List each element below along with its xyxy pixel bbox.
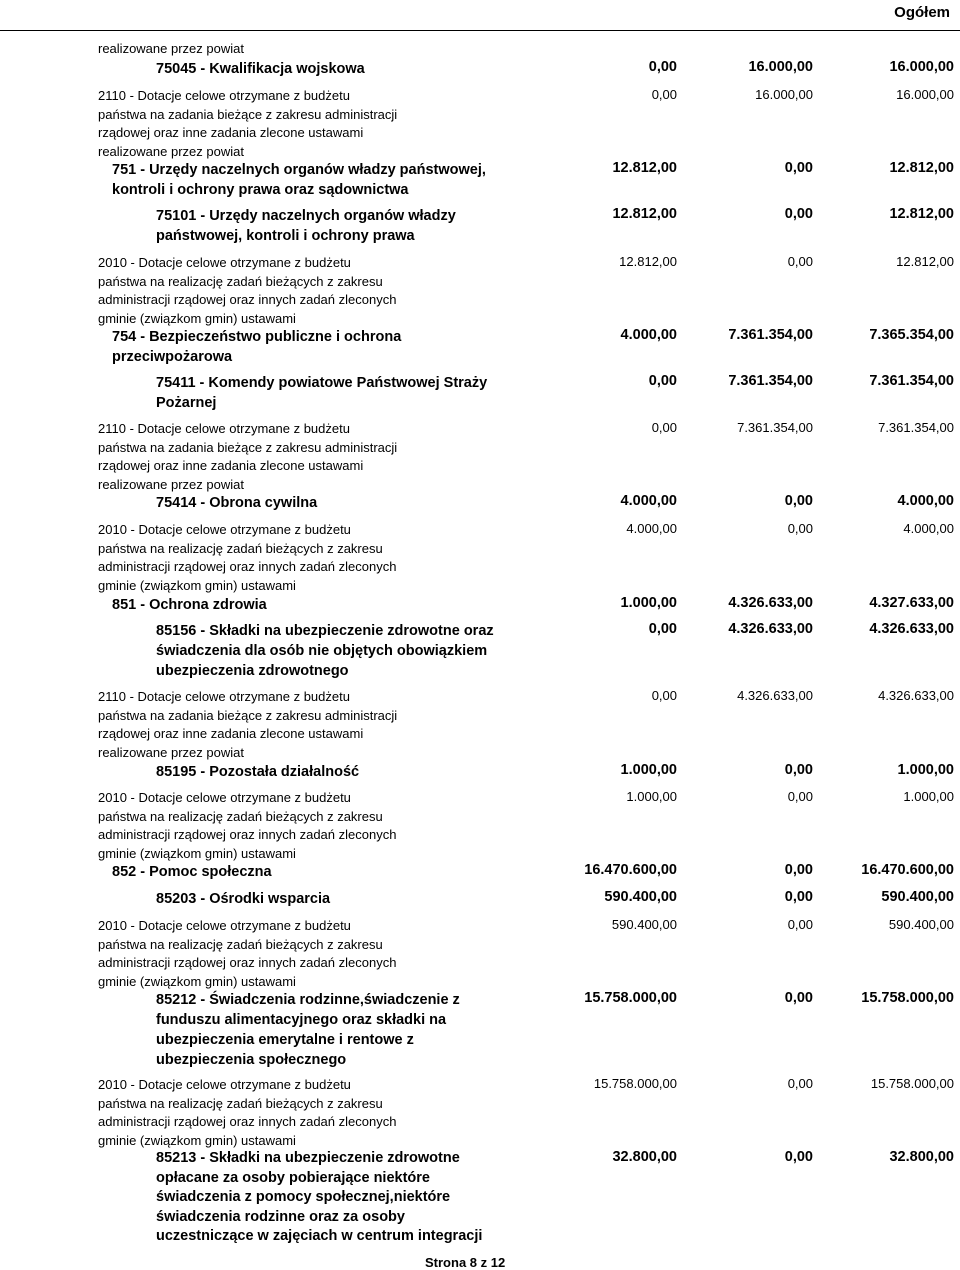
row-label: 85212 - Świadczenia rodzinne,świadczenie z funduszu alimentacyjnego oraz składki na ubezpieczenia emerytalne i rentowe z ubezpieczenia społecznego	[156, 992, 460, 1068]
value-col-2: 0,00	[784, 206, 813, 222]
column-header-total: Ogółem	[894, 4, 950, 21]
value-col-1: 0,00	[651, 87, 677, 102]
value-total: 590.400,00	[888, 917, 954, 932]
value-total: 15.758.000,00	[870, 1076, 954, 1091]
value-col-2: 16.000,00	[748, 59, 813, 75]
value-col-2: 0,00	[787, 254, 813, 269]
value-col-2: 0,00	[787, 521, 813, 536]
value-total: 12.812,00	[896, 254, 954, 269]
value-col-2: 7.361.354,00	[728, 327, 813, 343]
value-col-1: 590.400,00	[604, 889, 677, 905]
value-total: 4.326.633,00	[869, 621, 954, 637]
value-col-2: 0,00	[784, 862, 813, 878]
row-label: 754 - Bezpieczeństwo publiczne i ochrona przeciwpożarowa	[112, 329, 402, 365]
value-col-2: 0,00	[784, 493, 813, 509]
row-label: 85213 - Składki na ubezpieczenie zdrowotne opłacane za osoby pobierające niektóre świadczenia z pomocy społecznej,niektóre świadczenia rodzinne oraz za osoby uczestniczące w zajęciach w centrum integracji	[156, 1150, 483, 1245]
value-col-2: 0,00	[784, 889, 813, 905]
value-total: 12.812,00	[889, 206, 954, 222]
value-col-1: 4.000,00	[620, 493, 677, 509]
value-col-1: 1.000,00	[620, 762, 677, 778]
value-col-1: 0,00	[648, 59, 677, 75]
row-label: 2110 - Dotacje celowe otrzymane z budżetu państwa na zadania bieżące z zakresu administracji rządowej oraz inne zadania zlecone ustawami realizowane przez powiat	[98, 421, 398, 493]
value-col-1: 0,00	[648, 373, 677, 389]
value-total: 1.000,00	[903, 789, 954, 804]
value-col-2: 0,00	[784, 762, 813, 778]
row-label: 852 - Pomoc społeczna	[112, 864, 272, 880]
value-total: 7.361.354,00	[869, 373, 954, 389]
value-total: 590.400,00	[881, 889, 954, 905]
value-col-1: 32.800,00	[612, 1149, 677, 1165]
row-label: 2010 - Dotacje celowe otrzymane z budżetu państwa na realizację zadań bieżących z zakresu administracji rządowej oraz innych zadań zleconych gminie (związkom gmin) ustawami	[98, 255, 397, 327]
page-number: Strona 8 z 12	[425, 1255, 506, 1270]
row-label: 2110 - Dotacje celowe otrzymane z budżetu państwa na zadania bieżące z zakresu administracji rządowej oraz inne zadania zlecone ustawami realizowane przez powiat	[98, 88, 398, 160]
value-total: 15.758.000,00	[861, 990, 954, 1006]
row-label: 2010 - Dotacje celowe otrzymane z budżetu państwa na realizację zadań bieżących z zakresu administracji rządowej oraz innych zadań zleconych gminie (związkom gmin) ustawami	[98, 790, 397, 862]
row-label: 85195 - Pozostała działalność	[156, 764, 360, 780]
row-label: realizowane przez powiat	[98, 41, 244, 56]
value-col-2: 0,00	[784, 160, 813, 176]
value-total: 4.326.633,00	[878, 688, 954, 703]
row-label: 85156 - Składki na ubezpieczenie zdrowotne oraz świadczenia dla osób nie objętych obowiązkiem ubezpieczenia zdrowotnego	[156, 623, 494, 679]
value-col-2: 7.361.354,00	[728, 373, 813, 389]
row-label: 75414 - Obrona cywilna	[156, 495, 318, 511]
value-col-1: 1.000,00	[626, 789, 677, 804]
value-col-1: 0,00	[651, 688, 677, 703]
value-col-1: 4.000,00	[620, 327, 677, 343]
value-col-2: 0,00	[787, 1076, 813, 1091]
value-col-1: 15.758.000,00	[593, 1076, 677, 1091]
value-total: 32.800,00	[889, 1149, 954, 1165]
value-total: 16.470.600,00	[861, 862, 954, 878]
value-total: 1.000,00	[897, 762, 954, 778]
row-label: 851 - Ochrona zdrowia	[112, 597, 267, 613]
value-col-2: 0,00	[787, 789, 813, 804]
value-total: 4.000,00	[897, 493, 954, 509]
value-col-1: 16.470.600,00	[584, 862, 677, 878]
value-col-2: 7.361.354,00	[737, 420, 813, 435]
row-label: 75045 - Kwalifikacja wojskowa	[156, 61, 365, 77]
value-total: 7.361.354,00	[878, 420, 954, 435]
value-col-1: 12.812,00	[612, 206, 677, 222]
value-col-1: 12.812,00	[619, 254, 677, 269]
value-total: 4.000,00	[903, 521, 954, 536]
value-total: 4.327.633,00	[869, 595, 954, 611]
value-col-2: 0,00	[787, 917, 813, 932]
value-col-1: 12.812,00	[612, 160, 677, 176]
value-col-2: 16.000,00	[755, 87, 813, 102]
value-col-1: 4.000,00	[626, 521, 677, 536]
row-label: 2010 - Dotacje celowe otrzymane z budżetu państwa na realizację zadań bieżących z zakresu administracji rządowej oraz innych zadań zleconych gminie (związkom gmin) ustawami	[98, 918, 397, 990]
row-label: 2110 - Dotacje celowe otrzymane z budżetu państwa na zadania bieżące z zakresu administracji rządowej oraz inne zadania zlecone ustawami realizowane przez powiat	[98, 689, 398, 761]
value-total: 7.365.354,00	[869, 327, 954, 343]
value-col-2: 0,00	[784, 990, 813, 1006]
row-label: 2010 - Dotacje celowe otrzymane z budżetu państwa na realizację zadań bieżących z zakresu administracji rządowej oraz innych zadań zleconych gminie (związkom gmin) ustawami	[98, 1077, 397, 1149]
row-label: 751 - Urzędy naczelnych organów władzy państwowej, kontroli i ochrony prawa oraz sądownictwa	[112, 162, 486, 198]
value-total: 16.000,00	[896, 87, 954, 102]
value-col-1: 1.000,00	[620, 595, 677, 611]
value-total: 12.812,00	[889, 160, 954, 176]
value-col-1: 0,00	[648, 621, 677, 637]
value-col-2: 4.326.633,00	[737, 688, 813, 703]
value-col-2: 0,00	[784, 1149, 813, 1165]
value-col-1: 0,00	[651, 420, 677, 435]
value-col-2: 4.326.633,00	[728, 595, 813, 611]
row-label: 85203 - Ośrodki wsparcia	[156, 891, 331, 907]
row-label: 75101 - Urzędy naczelnych organów władzy państwowej, kontroli i ochrony prawa	[156, 208, 456, 244]
value-col-1: 590.400,00	[611, 917, 677, 932]
row-label: 75411 - Komendy powiatowe Państwowej Straży Pożarnej	[156, 375, 488, 411]
value-col-2: 4.326.633,00	[728, 621, 813, 637]
value-col-1: 15.758.000,00	[584, 990, 677, 1006]
table-header	[0, 0, 960, 31]
row-label: 2010 - Dotacje celowe otrzymane z budżetu państwa na realizację zadań bieżących z zakresu administracji rządowej oraz innych zadań zleconych gminie (związkom gmin) ustawami	[98, 522, 397, 594]
value-total: 16.000,00	[889, 59, 954, 75]
